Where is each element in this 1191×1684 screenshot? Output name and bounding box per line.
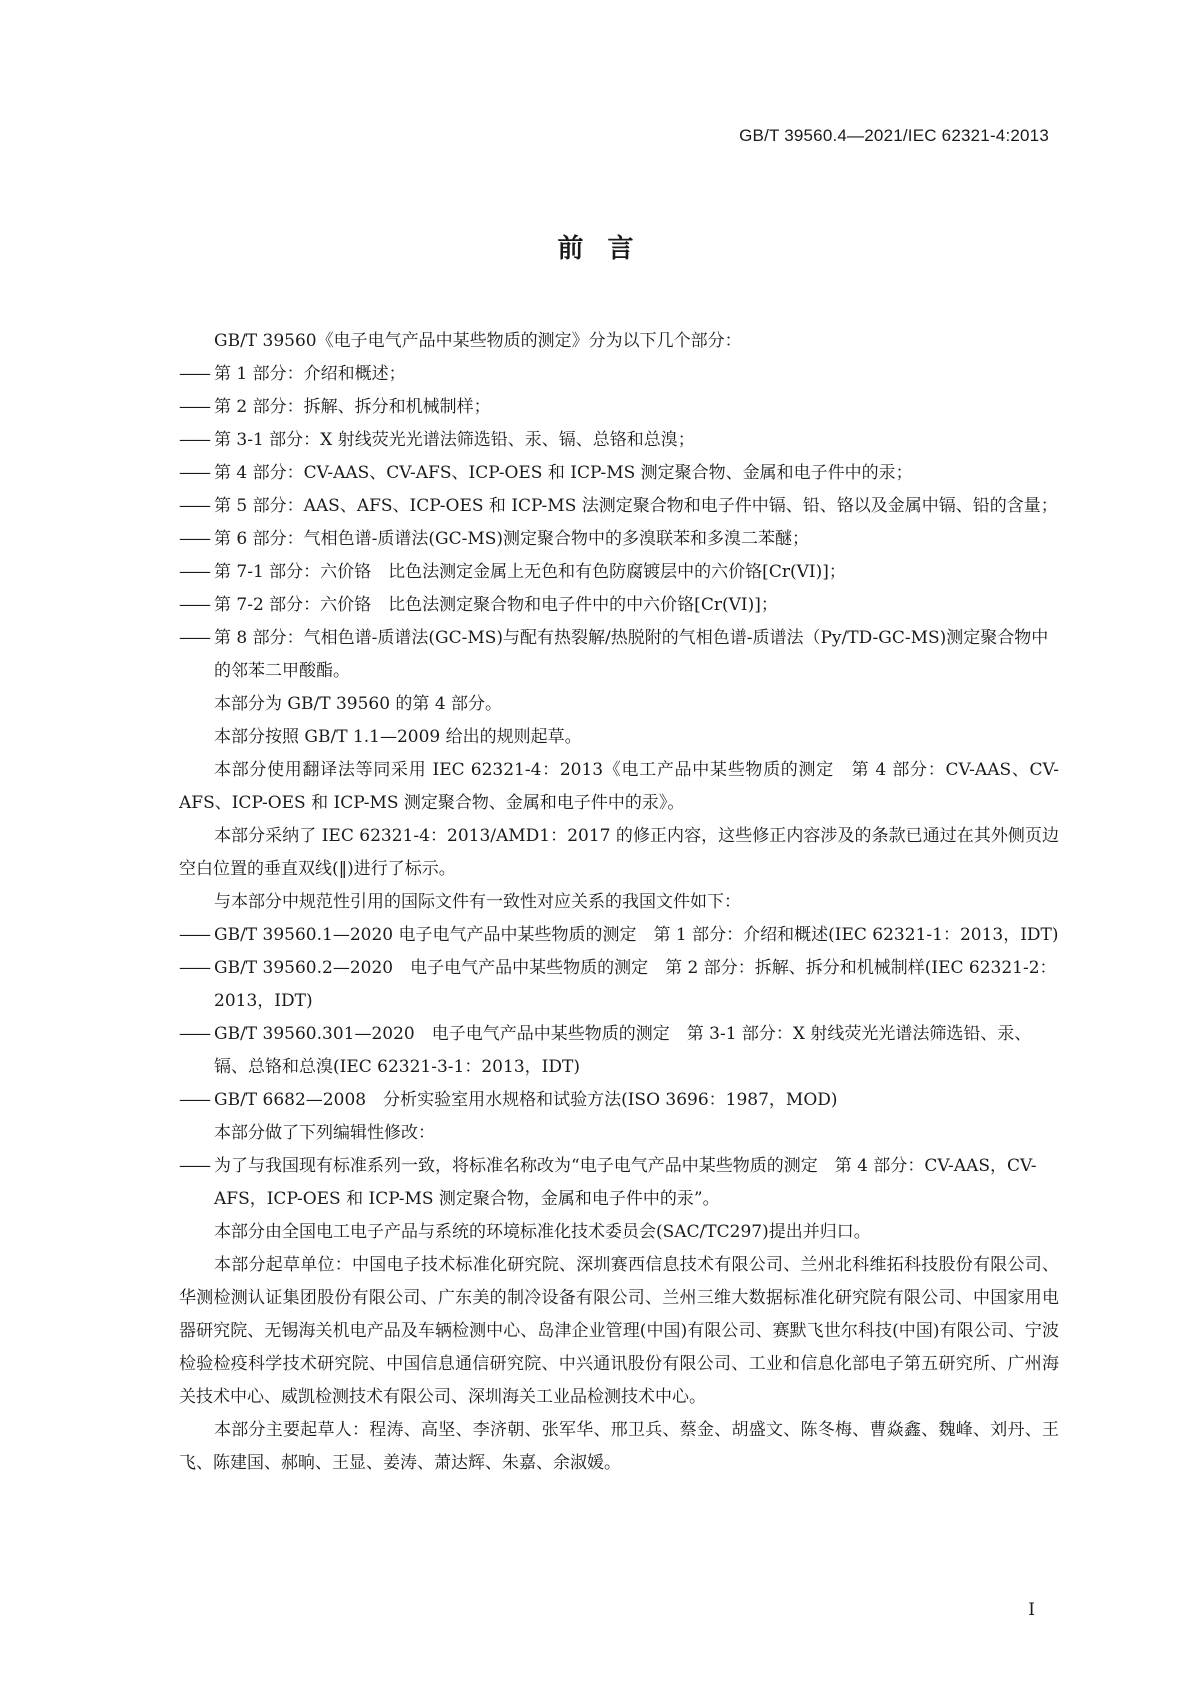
parts-list — [179, 358, 1059, 688]
list-item: —— 第 7-2 部分：六价铬 比色法测定聚合物和电子件中的中六价铬[Cr(VI)]； — [179, 589, 1059, 622]
paragraph: 本部分采纳了 IEC 62321-4：2013/AMD1：2017 的修正内容，这些修正内容涉及的条款已通过在其外侧页边空白位置的垂直双线(‖)进行了标示。 — [179, 826, 1059, 879]
list-item: —— GB/T 39560.2—2020 电子电气产品中某些物质的测定 第 2 部分：拆解、拆分和机械制样(IEC 62321-2：2013，IDT) — [179, 952, 1059, 1018]
list-item: —— 第 3-1 部分：X 射线荧光光谱法筛选铅、汞、镉、总铬和总溴； — [179, 424, 1059, 457]
list-item: —— 第 8 部分：气相色谱-质谱法(GC-MS)与配有热裂解/热脱附的气相色谱-质谱法（Py/TD-GC-MS)测定聚合物中的邻苯二甲酸酯。 — [179, 622, 1059, 688]
list-item: —— GB/T 39560.301—2020 电子电气产品中某些物质的测定 第 3-1 部分：X 射线荧光光谱法筛选铅、汞、镉、总铬和总溴(IEC 62321-3-1：2013，IDT) — [179, 1018, 1059, 1084]
editorial-list — [179, 1150, 1059, 1216]
list-item: —— GB/T 6682—2008 分析实验室用水规格和试验方法(ISO 3696：1987，MOD) — [179, 1084, 1059, 1117]
list-item: —— 第 4 部分：CV-AAS、CV-AFS、ICP-OES 和 ICP-MS 测定聚合物、金属和电子件中的汞； — [179, 457, 1059, 490]
paragraph: 本部分做了下列编辑性修改： — [214, 1123, 435, 1143]
page-title: 前言 — [557, 234, 658, 264]
intro-paragraph: GB/T 39560《电子电气产品中某些物质的测定》分为以下几个部分： — [214, 331, 742, 351]
list-item: —— 第 1 部分：介绍和概述； — [179, 358, 1059, 391]
page-number: I — [1028, 1600, 1035, 1620]
paragraph: 本部分为 GB/T 39560 的第 4 部分。 — [214, 694, 503, 714]
standard-code-header: GB/T 39560.4—2021/IEC 62321-4:2013 — [739, 126, 1049, 145]
references-list — [179, 919, 1059, 1117]
list-item: —— 第 6 部分：气相色谱-质谱法(GC-MS)测定聚合物中的多溴联苯和多溴二苯醚； — [179, 523, 1059, 556]
list-item: —— 为了与我国现有标准系列一致，将标准名称改为“电子电气产品中某些物质的测定 第 4 部分：CV-AAS，CV-AFS，ICP-OES 和 ICP-MS 测定聚合物，金属和电子件中的汞”。 — [179, 1150, 1059, 1216]
paragraph: 本部分按照 GB/T 1.1—2009 给出的规则起草。 — [214, 727, 582, 747]
paragraph: 本部分由全国电工电子产品与系统的环境标准化技术委员会(SAC/TC297)提出并归口。 — [214, 1222, 871, 1242]
drafting-units-paragraph: 本部分起草单位：中国电子技术标准化研究院、深圳赛西信息技术有限公司、兰州北科维拓科技股份有限公司、华测检测认证集团股份有限公司、广东美的制冷设备有限公司、兰州三维大数据标准化研究院有限公司、中国家用电器研究院、无锡海关机电产品及车辆检测中心、岛津企业管理(中国)有限公司、赛默飞世尔科技(中国)有限公司、宁波检验检疫科学技术研究院、中国信息通信研究院、中兴通讯股份有限公司、工业和信息化部电子第五研究所、广州海关技术中心、威凯检测技术有限公司、深圳海关工业品检测技术中心。 — [179, 1255, 1059, 1407]
list-item: —— 第 5 部分：AAS、AFS、ICP-OES 和 ICP-MS 法测定聚合物和电子件中镉、铅、铬以及金属中镉、铅的含量； — [179, 490, 1059, 523]
foreword-body — [179, 325, 1059, 1480]
paragraph: 与本部分中规范性引用的国际文件有一致性对应关系的我国文件如下： — [214, 892, 741, 912]
drafters-paragraph: 本部分主要起草人：程涛、高坚、李济朝、张军华、邢卫兵、蔡金、胡盛文、陈冬梅、曹焱鑫、魏峰、刘丹、王飞、陈建国、郝晌、王显、姜涛、萧达辉、朱嘉、余淑媛。 — [179, 1420, 1059, 1473]
list-item: —— 第 7-1 部分：六价铬 比色法测定金属上无色和有色防腐镀层中的六价铬[Cr(VI)]； — [179, 556, 1059, 589]
list-item: —— 第 2 部分：拆解、拆分和机械制样； — [179, 391, 1059, 424]
list-item: —— GB/T 39560.1—2020 电子电气产品中某些物质的测定 第 1 部分：介绍和概述(IEC 62321-1：2013，IDT) — [179, 919, 1059, 952]
paragraph: 本部分使用翻译法等同采用 IEC 62321-4：2013《电工产品中某些物质的测定 第 4 部分：CV-AAS、CV-AFS、ICP-OES 和 ICP-MS 测定聚合物、金属和电子件中的汞》。 — [179, 760, 1059, 813]
